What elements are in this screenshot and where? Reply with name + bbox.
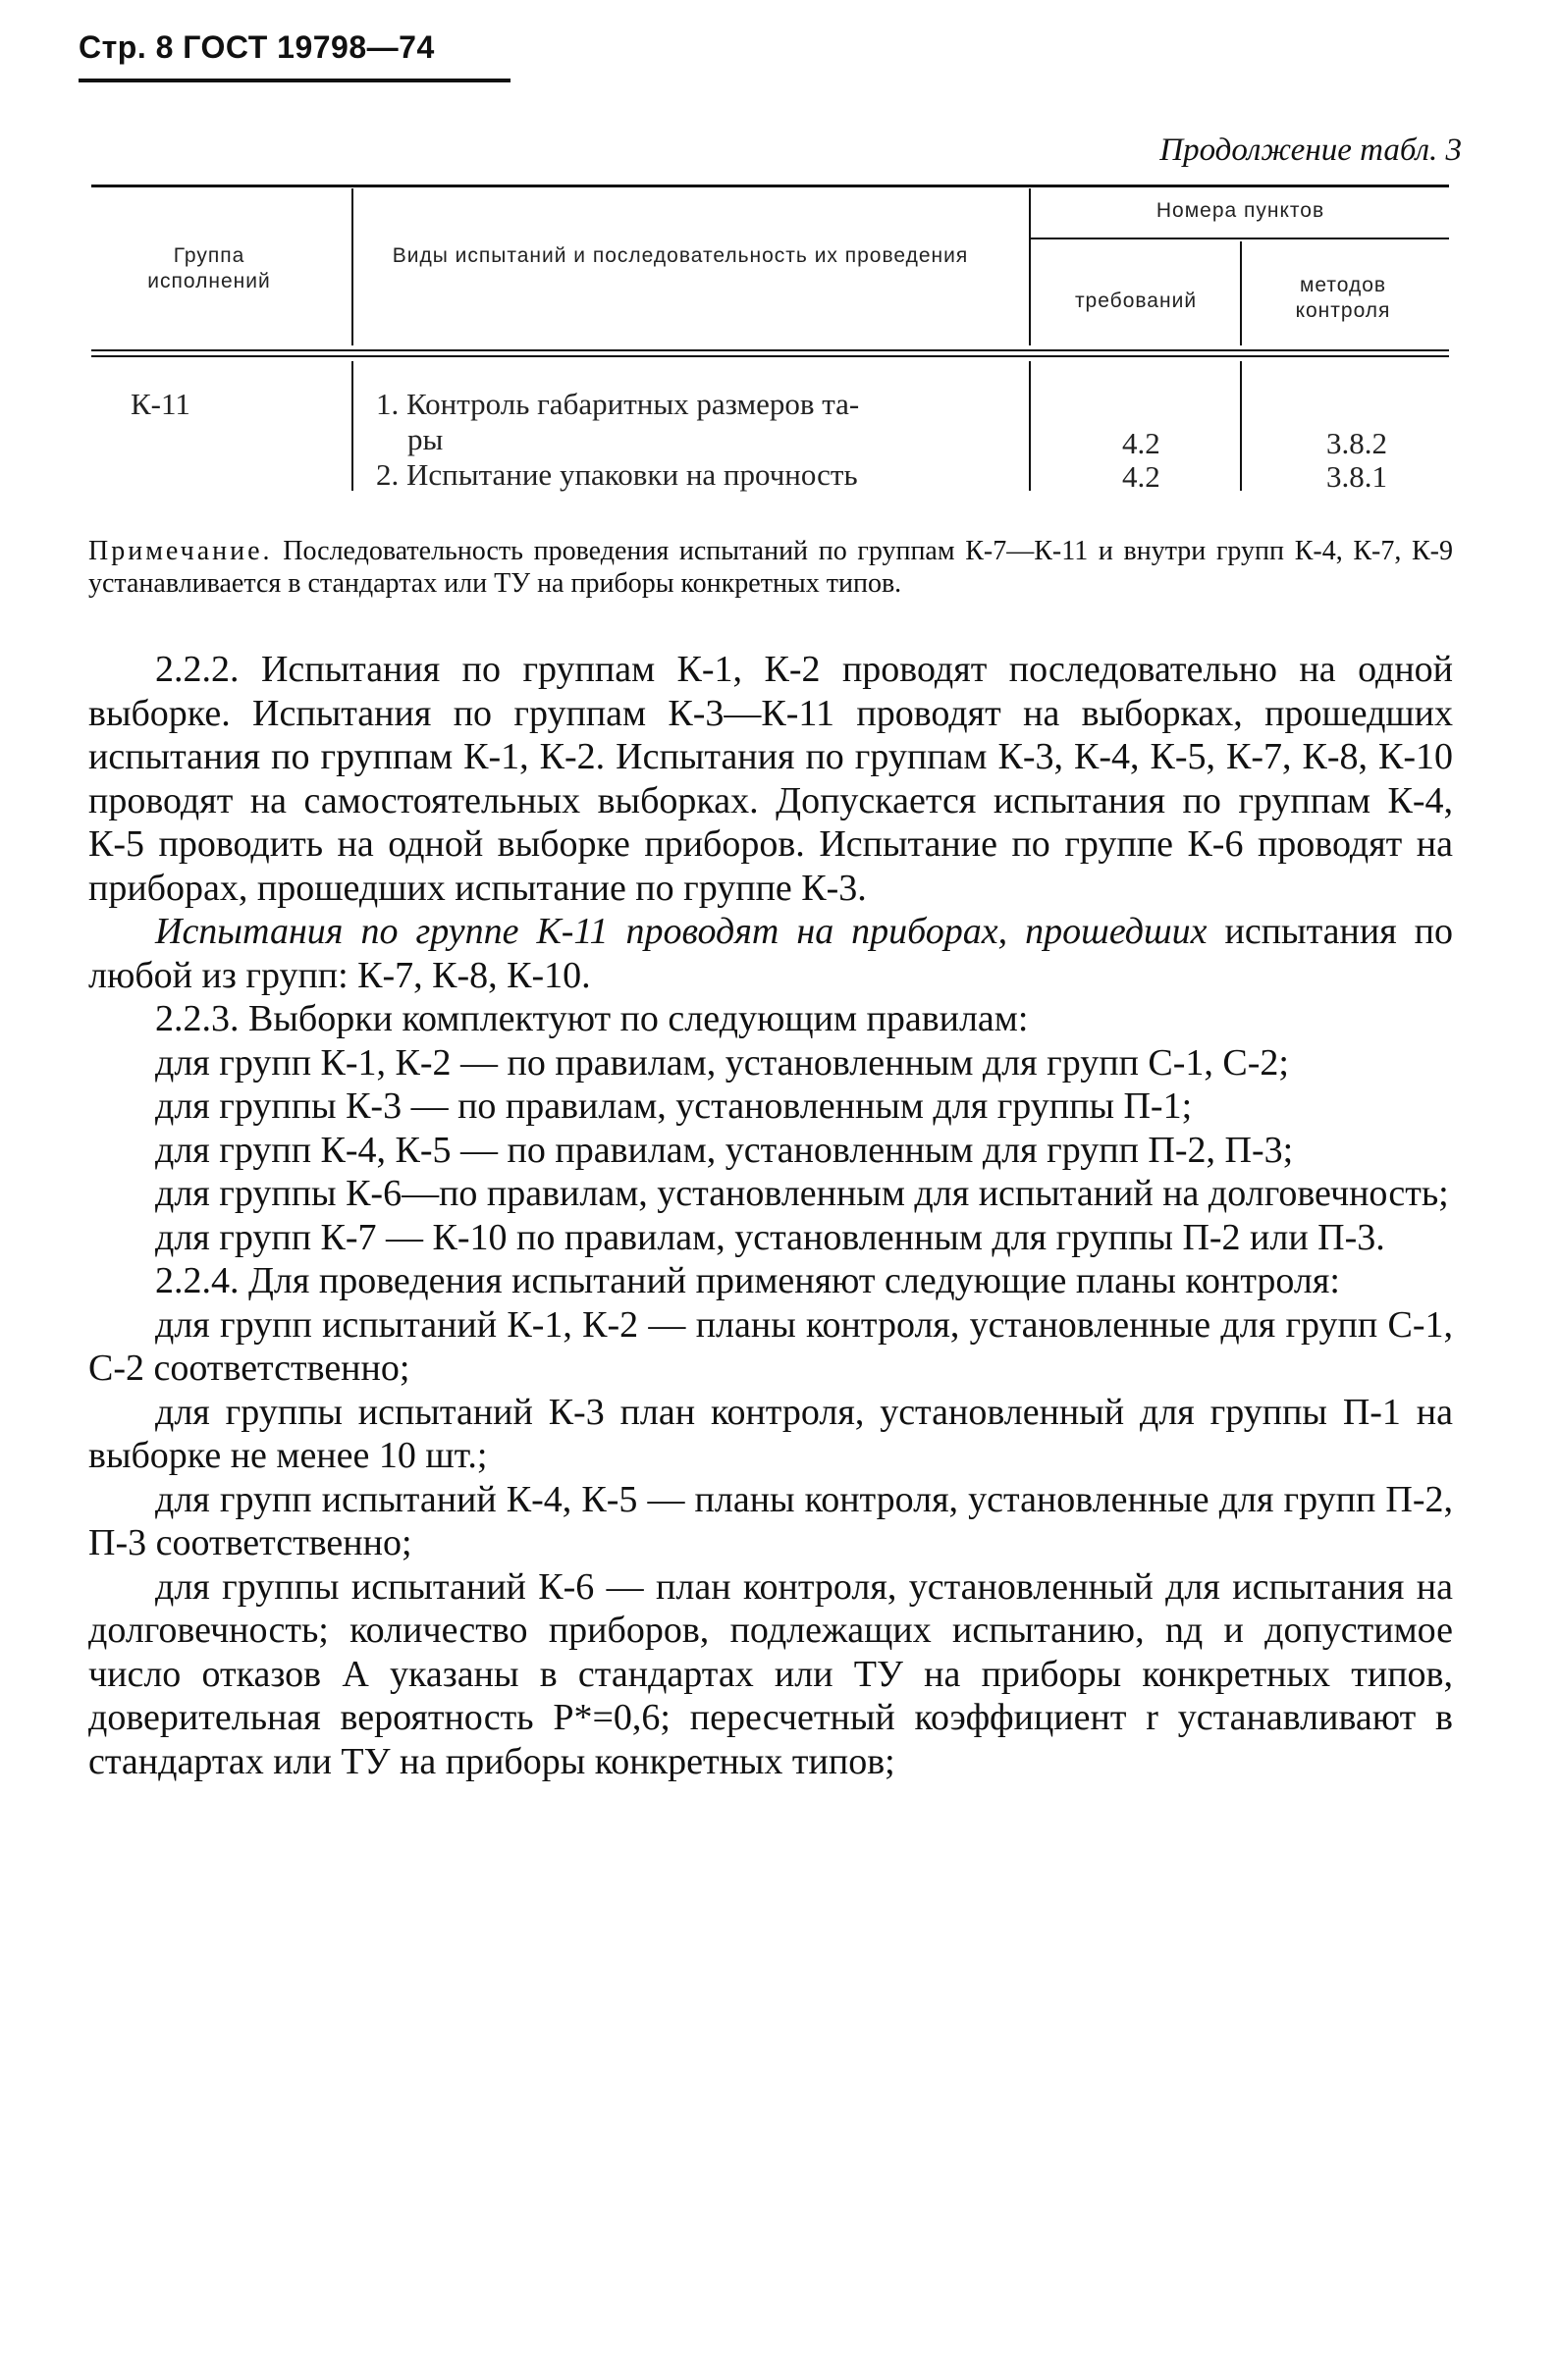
rule-k3: для группы К-3 — по правилам, установленным для группы П-1;: [155, 1085, 1193, 1127]
table-caption: Продолжение табл. 3: [1159, 132, 1462, 168]
col-divider-3b: [1240, 361, 1242, 491]
plan-k3: для группы испытаний К-3 план контроля, установленный для группы П-1 на выборке не менее 10 шт.;: [88, 1391, 1453, 1476]
points-sub-rule: [1029, 238, 1449, 239]
paragraph-k11-italic: Испытания по группе К-11 проводят на приборах, прошедших: [155, 911, 1208, 952]
body-text: [88, 648, 1453, 1783]
cell-method-1: 3.8.2: [1326, 426, 1387, 460]
plan-k6: для группы испытаний К-6 — план контроля, установленный для испытания на долговечность; количество приборов, подлежащих испытанию, nд и допустимое число отказов А указаны в стандартах или ТУ на приборы конкретных типов, доверительная вероятность P*=0,6; пересчетный коэффициент r устанавливают в стандартах или ТУ на приборы конкретных типов;: [88, 1565, 1453, 1782]
paragraph-k11: [88, 910, 1453, 997]
col-header-requirements: требований: [1074, 290, 1198, 312]
cell-group: К-11: [131, 387, 190, 421]
paragraph-2-2-3: 2.2.3. Выборки комплектуют по следующим правилам:: [155, 998, 1029, 1039]
paragraph-k11-rest: испытания по любой из групп: К-7, К-8, К-10.: [88, 911, 1453, 996]
rule-k7-k10: для групп К-7 — К-10 по правилам, установленным для группы П-2 или П-3.: [155, 1216, 1385, 1258]
cell-test-1-line1: 1. Контроль габаритных размеров та-: [376, 387, 860, 421]
col-header-methods: методов контроля: [1295, 274, 1391, 322]
page-header: Стр. 8 ГОСТ 19798—74: [79, 29, 435, 65]
col-header-group: Группа исполнений: [147, 244, 271, 292]
col-divider-3: [1240, 241, 1242, 345]
table-3: [91, 185, 1449, 494]
col-header-tests: Виды испытаний и последовательность их проведения: [392, 244, 969, 267]
header-rule: [79, 79, 510, 82]
cell-req-2: 4.2: [1122, 459, 1160, 494]
plan-k4-k5: для групп испытаний К-4, К-5 — планы контроля, установленные для групп П-2, П-3 соответственно;: [88, 1478, 1453, 1563]
table-top-rule: [91, 185, 1449, 187]
header-bottom-rule: [91, 349, 1449, 351]
cell-method-2: 3.8.1: [1326, 459, 1387, 494]
cell-test-2: 2. Испытание упаковки на прочность: [376, 457, 858, 492]
rule-k1-k2: для групп К-1, К-2 — по правилам, установленным для групп С-1, С-2;: [155, 1041, 1289, 1084]
col-divider-2b: [1029, 361, 1031, 491]
paragraph-2-2-4: 2.2.4. Для проведения испытаний применяют следующие планы контроля:: [155, 1260, 1340, 1301]
col-divider-2: [1029, 188, 1031, 345]
table-note: [88, 535, 1453, 600]
cell-req-1: 4.2: [1122, 426, 1160, 460]
rule-k4-k5: для групп К-4, К-5 — по правилам, установленным для групп П-2, П-3;: [155, 1129, 1294, 1171]
col-divider-1: [351, 188, 353, 345]
col-divider-1b: [351, 361, 353, 491]
cell-test-1-line2: ры: [407, 422, 444, 456]
plan-k1-k2: для групп испытаний К-1, К-2 — планы контроля, установленные для групп С-1, С-2 соответственно;: [88, 1303, 1453, 1389]
col-header-points: Номера пунктов: [1155, 199, 1325, 222]
rule-k6: для группы К-6—по правилам, установленным для испытаний на долговечность;: [155, 1173, 1449, 1214]
paragraph-2-2-2: 2.2.2. Испытания по группам К-1, К-2 проводят последовательно на одной выборке. Испытания по группам К-3—К-11 проводят на выборках, прошедших испытания по группам К-1, К-2. Испытания по группам К-3, К-4, К-5, К-7, К-8, К-10 проводят на самостоятельных выборках. Допускается испытания по группам К-4, К-5 проводить на одной выборке приборов. Испытание по группе К-6 проводят на приборах, прошедших испытание по группе К-3.: [88, 649, 1453, 909]
header-bottom-rule-2: [91, 355, 1449, 357]
note-label: Примечание.: [88, 536, 273, 566]
note-text: Последовательность проведения испытаний по группам К-7—К-11 и внутри групп К-4, К-7, К-9 устанавливается в стандартах или ТУ на приборы конкретных типов.: [88, 536, 1454, 599]
